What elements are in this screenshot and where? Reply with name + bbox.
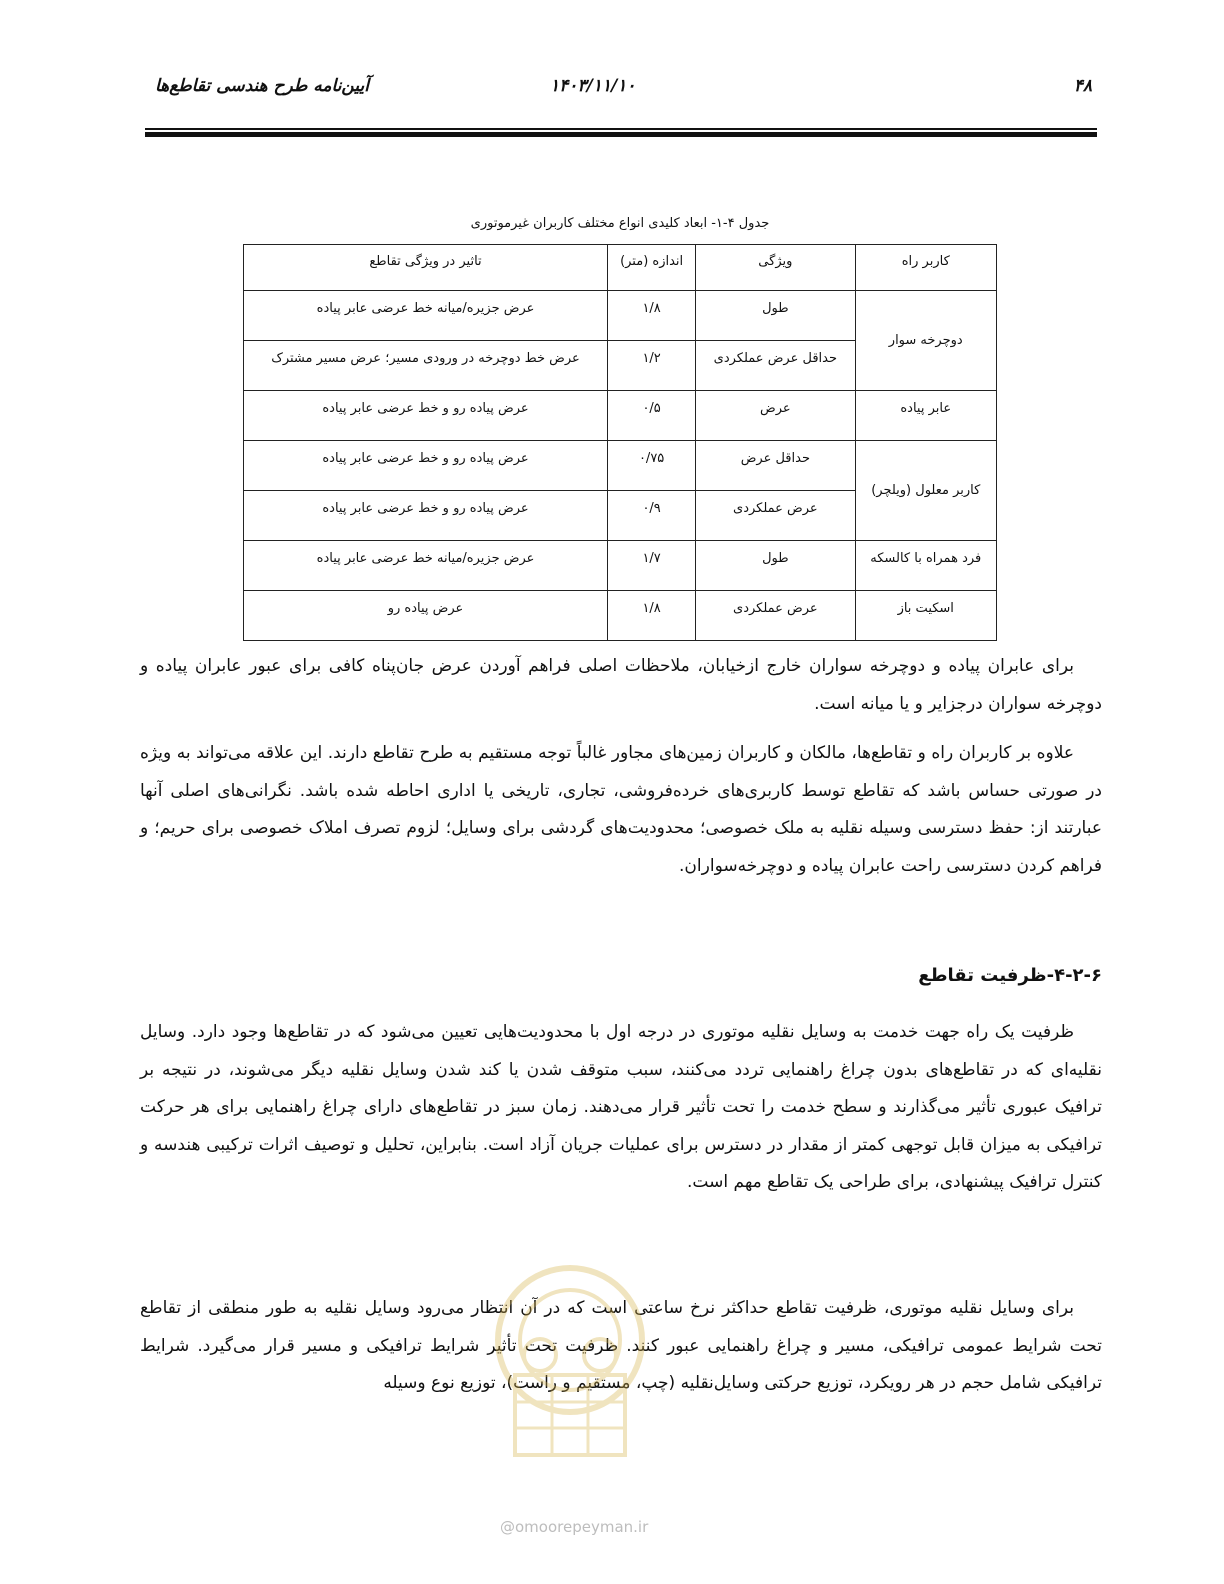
cell-effect: عرض پیاده رو و خط عرضی عابر پیاده (244, 491, 608, 541)
cell-feature: عرض (696, 391, 855, 441)
watermark-seal-icon (485, 1255, 655, 1485)
table-row (244, 441, 997, 491)
column-header-size: اندازه (متر) (608, 245, 696, 291)
paragraph-capacity-definition: برای وسایل نقلیه موتوری، ظرفیت تقاطع حداکثر نرخ ساعتی است که در آن انتظار می‌رود وسایل نقلیه به طور منطقی از تقاطع تحت شرایط عمومی ترافیکی، مسیر و چراغ راهنمایی عبور کنند. ظرفیت تحت تأثیر شرایط ترافیکی و مسیر قرار می‌گیرد. شرایط ترافیکی شامل حجم در هر رویکرد، توزیع حرکتی وسایل‌نقلیه (چپ، مستقیم و راست)، توزیع نوع وسیله (140, 1298, 1102, 1393)
header-divider-thin (145, 128, 1097, 130)
table-row (244, 541, 997, 591)
column-header-user: کاربر راه (855, 245, 996, 291)
paragraph-pedestrian-refuge: برای عابران پیاده و دوچرخه سواران خارج ازخیابان، ملاحظات اصلی فراهم آوردن عرض جان‌پناه کافی برای عبور عابران پیاده و دوچرخه سواران درجزایر و یا میانه است. (140, 656, 1102, 714)
section-heading: ۴-۲-۶-ظرفیت تقاطع (918, 965, 1102, 986)
cell-size: ۰/۷۵ (608, 441, 696, 491)
paragraph-capacity-intro: ظرفیت یک راه جهت خدمت به وسایل نقلیه موتوری در درجه اول با محدودیت‌هایی تعیین می‌شود که در تقاطع‌ها وجود دارد. وسایل نقلیه‌ای که در تقاطع‌های بدون چراغ راهنمایی تردد می‌کنند، سبب متوقف شدن یا کند شدن وسایل نقلیه دیگر می‌شوند، در نتیجه بر ترافیک عبوری تأثیر می‌گذارند و سطح خدمت را تحت تأثیر قرار می‌دهند. زمان سبز در تقاطع‌های دارای چراغ راهنمایی برای هر حرکت ترافیکی به میزان قابل توجهی کمتر از مقدار در دسترس برای عملیات جریان آزاد است. بنابراین، تحلیل و توصیف اثرات ترکیبی هندسه و کنترل ترافیک پیشنهادی، برای طراحی یک تقاطع مهم است. (140, 1022, 1102, 1192)
cell-feature: عرض عملکردی (696, 591, 855, 641)
page-header (145, 70, 1097, 106)
cell-feature: طول (696, 541, 855, 591)
table-header-row (244, 245, 997, 291)
dimensions-table (243, 244, 997, 641)
cell-effect: عرض پیاده رو (244, 591, 608, 641)
document-title: آیین‌نامه طرح هندسی تقاطع‌ها (155, 76, 369, 96)
watermark-url: @omoorepeyman.ir (500, 1518, 649, 1536)
column-header-effect: تاثیر در ویژگی تقاطع (244, 245, 608, 291)
table-caption: جدول ۴-۱- ابعاد کلیدی انواع مختلف کاربران غیرموتوری (470, 216, 770, 231)
document-date: ۱۴۰۳/۱۱/۱۰ (550, 76, 636, 96)
cell-feature: حداقل عرض (696, 441, 855, 491)
cell-user: دوچرخه سوار (855, 291, 996, 391)
paragraph-adjacent-owners: علاوه بر کاربران راه و تقاطع‌ها، مالکان و کاربران زمین‌های مجاور غالباً توجه مستقیم به طرح تقاطع دارند. این علاقه می‌تواند به ویژه در صورتی حساس باشد که تقاطع توسط کاربری‌های خرده‌فروشی، تجاری، تاریخی یا اداری احاطه شده باشد. نگرانی‌های اصلی آنها عبارتند از: حفظ دسترسی وسیله نقلیه به ملک خصوصی؛ محدودیت‌های گردشی برای وسایل؛ لزوم تصرف املاک خصوصی برای حریم؛ و فراهم کردن دسترسی راحت عابران پیاده و دوچرخه‌سواران. (140, 743, 1102, 876)
cell-size: ۰/۵ (608, 391, 696, 441)
table-row (244, 391, 997, 441)
cell-user: اسکیت باز (855, 591, 996, 641)
cell-feature: طول (696, 291, 855, 341)
page-number: ۴۸ (1073, 76, 1092, 96)
cell-effect: عرض پیاده رو و خط عرضی عابر پیاده (244, 391, 608, 441)
cell-feature: عرض عملکردی (696, 491, 855, 541)
cell-size: ۱/۷ (608, 541, 696, 591)
cell-effect: عرض پیاده رو و خط عرضی عابر پیاده (244, 441, 608, 491)
cell-size: ۱/۲ (608, 341, 696, 391)
cell-size: ۱/۸ (608, 291, 696, 341)
cell-user: عابر پیاده (855, 391, 996, 441)
column-header-feature: ویژگی (696, 245, 855, 291)
header-divider-thick (145, 132, 1097, 137)
table-row (244, 591, 997, 641)
cell-user: کاربر معلول (ویلچر) (855, 441, 996, 541)
table-row (244, 291, 997, 341)
cell-user: فرد همراه با کالسکه (855, 541, 996, 591)
cell-size: ۱/۸ (608, 591, 696, 641)
cell-effect: عرض خط دوچرخه در ورودی مسیر؛ عرض مسیر مشترک (244, 341, 608, 391)
cell-feature: حداقل عرض عملکردی (696, 341, 855, 391)
cell-effect: عرض جزیره/میانه خط عرضی عابر پیاده (244, 291, 608, 341)
cell-size: ۰/۹ (608, 491, 696, 541)
cell-effect: عرض جزیره/میانه خط عرضی عابر پیاده (244, 541, 608, 591)
